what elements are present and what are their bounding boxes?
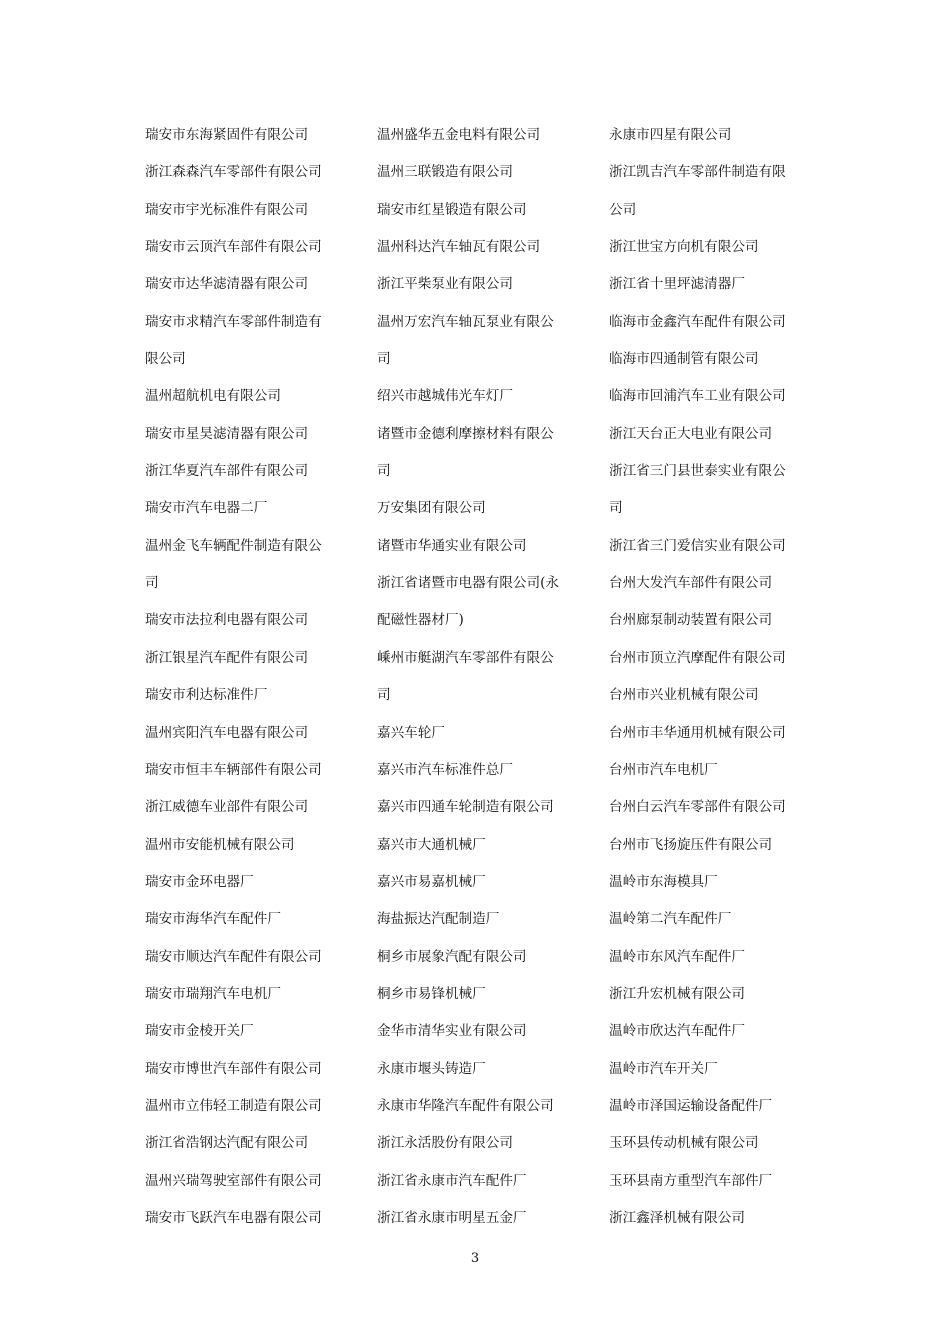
company-line: 温州万宏汽车轴瓦泵业有限公 — [377, 313, 554, 330]
company-line: 玉环县南方重型汽车部件厂 — [609, 1172, 773, 1189]
company-line: 永康市堰头铸造厂 — [377, 1060, 486, 1077]
company-line: 台州廊泵制动装置有限公司 — [609, 612, 773, 629]
company-line: 瑞安市金环电器厂 — [145, 873, 254, 890]
company-line: 台州白云汽车零部件有限公司 — [609, 799, 786, 816]
company-line: 浙江省诸暨市电器有限公司(永 — [377, 575, 560, 592]
company-line: 浙江省三门爱信实业有限公司 — [609, 537, 786, 554]
company-line: 浙江鑫泽机械有限公司 — [609, 1209, 745, 1226]
company-line: 诸暨市华通实业有限公司 — [377, 537, 527, 554]
company-line: 嘉兴车轮厂 — [377, 724, 445, 741]
company-line: 台州市飞扬旋压件有限公司 — [609, 836, 773, 853]
company-line: 瑞安市云顶汽车部件有限公司 — [145, 239, 322, 256]
company-line: 永康市四星有限公司 — [609, 127, 732, 143]
company-line: 温州市立伟轻工制造有限公司 — [145, 1097, 322, 1114]
company-line: 温岭市欣达汽车配件厂 — [609, 1023, 745, 1040]
company-line: 瑞安市汽车电器二厂 — [145, 500, 268, 517]
company-line: 浙江平柴泵业有限公司 — [377, 276, 513, 293]
company-line: 台州市丰华通用机械有限公司 — [609, 724, 786, 741]
company-line: 嘉兴市大通机械厂 — [377, 836, 486, 853]
company-line: 瑞安市飞跃汽车电器有限公司 — [145, 1209, 322, 1226]
company-line: 浙江世宝方向机有限公司 — [609, 239, 759, 256]
company-line: 温岭市东风汽车配件厂 — [609, 948, 745, 965]
company-line: 温州金飞车辆配件制造有限公 — [145, 537, 322, 554]
company-line: 司 — [377, 687, 391, 704]
company-line: 桐乡市易锋机械厂 — [377, 985, 486, 1002]
company-list-column-1 — [145, 117, 357, 1237]
company-line: 瑞安市利达标准件厂 — [145, 687, 268, 704]
company-line: 嘉兴市易嘉机械厂 — [377, 873, 486, 890]
company-line: 温州市安能机械有限公司 — [145, 836, 295, 853]
company-line: 浙江省永康市明星五金厂 — [377, 1209, 527, 1226]
company-line: 浙江华夏汽车部件有限公司 — [145, 463, 309, 480]
company-list-column-2 — [377, 117, 589, 1237]
company-line: 海盐振达汽配制造厂 — [377, 911, 500, 928]
company-line: 瑞安市星昊滤清器有限公司 — [145, 425, 309, 442]
company-line: 嘉兴市汽车标准件总厂 — [377, 761, 513, 778]
company-line: 绍兴市越城伟光车灯厂 — [377, 388, 513, 405]
company-line: 嵊州市艇湖汽车零部件有限公 — [377, 649, 554, 666]
company-line: 配磁性器材厂) — [377, 612, 464, 629]
company-line: 浙江威德车业部件有限公司 — [145, 799, 309, 816]
company-line: 浙江升宏机械有限公司 — [609, 985, 745, 1002]
company-line: 温岭第二汽车配件厂 — [609, 911, 732, 928]
company-line: 台州市兴业机械有限公司 — [609, 687, 759, 704]
company-line: 临海市四通制管有限公司 — [609, 351, 759, 368]
company-line: 浙江森森汽车零部件有限公司 — [145, 164, 322, 181]
company-line: 诸暨市金德利摩擦材料有限公 — [377, 425, 554, 442]
company-line: 玉环县传动机械有限公司 — [609, 1135, 759, 1152]
company-list-column-3 — [609, 117, 821, 1237]
company-line: 温州科达汽车轴瓦有限公司 — [377, 239, 541, 256]
company-line: 浙江省十里坪滤清器厂 — [609, 276, 745, 293]
company-line: 临海市回浦汽车工业有限公司 — [609, 388, 786, 405]
company-line: 温州盛华五金电料有限公司 — [377, 127, 541, 143]
company-line: 瑞安市金棱开关厂 — [145, 1023, 254, 1040]
company-line: 浙江天台正大电业有限公司 — [609, 425, 773, 442]
company-line: 桐乡市展象汽配有限公司 — [377, 948, 527, 965]
company-line: 瑞安市东海紧固件有限公司 — [145, 127, 309, 143]
company-line: 温州三联锻造有限公司 — [377, 164, 513, 181]
company-line: 浙江银星汽车配件有限公司 — [145, 649, 309, 666]
company-line: 温州超航机电有限公司 — [145, 388, 281, 405]
company-line: 瑞安市求精汽车零部件制造有 — [145, 313, 322, 330]
company-line: 临海市金鑫汽车配件有限公司 — [609, 313, 786, 330]
company-line: 浙江省三门县世泰实业有限公 — [609, 463, 786, 480]
company-line: 瑞安市宇光标准件有限公司 — [145, 201, 309, 218]
company-line: 限公司 — [145, 351, 186, 368]
company-line: 瑞安市法拉利电器有限公司 — [145, 612, 309, 629]
company-line: 瑞安市达华滤清器有限公司 — [145, 276, 309, 293]
company-line: 司 — [145, 575, 159, 592]
company-line: 永康市华隆汽车配件有限公司 — [377, 1097, 554, 1114]
company-line: 司 — [377, 351, 391, 368]
company-line: 瑞安市顺达汽车配件有限公司 — [145, 948, 322, 965]
company-line: 瑞安市红星锻造有限公司 — [377, 201, 527, 218]
page-number: 3 — [470, 1251, 480, 1266]
company-line: 嘉兴市四通车轮制造有限公司 — [377, 799, 554, 816]
company-line: 万安集团有限公司 — [377, 500, 486, 517]
company-line: 瑞安市恒丰车辆部件有限公司 — [145, 761, 322, 778]
company-line: 温岭市泽国运输设备配件厂 — [609, 1097, 773, 1114]
company-line: 浙江省永康市汽车配件厂 — [377, 1172, 527, 1189]
company-line: 公司 — [609, 201, 637, 218]
company-line: 金华市清华实业有限公司 — [377, 1023, 527, 1040]
company-line: 司 — [609, 500, 623, 517]
company-line: 温岭市汽车开关厂 — [609, 1060, 718, 1077]
company-line: 瑞安市瑞翔汽车电机厂 — [145, 985, 281, 1002]
company-line: 温州宾阳汽车电器有限公司 — [145, 724, 309, 741]
company-line: 温岭市东海模具厂 — [609, 873, 718, 890]
company-line: 瑞安市博世汽车部件有限公司 — [145, 1060, 322, 1077]
company-line: 司 — [377, 463, 391, 480]
company-line: 温州兴瑞驾驶室部件有限公司 — [145, 1172, 322, 1189]
company-line: 浙江凯吉汽车零部件制造有限 — [609, 164, 786, 181]
company-line: 浙江省浩钢达汽配有限公司 — [145, 1135, 309, 1152]
company-line: 浙江永活股份有限公司 — [377, 1135, 513, 1152]
company-line: 台州市顶立汽摩配件有限公司 — [609, 649, 786, 666]
company-line: 瑞安市海华汽车配件厂 — [145, 911, 281, 928]
company-line: 台州大发汽车部件有限公司 — [609, 575, 773, 592]
company-line: 台州市汽车电机厂 — [609, 761, 718, 778]
